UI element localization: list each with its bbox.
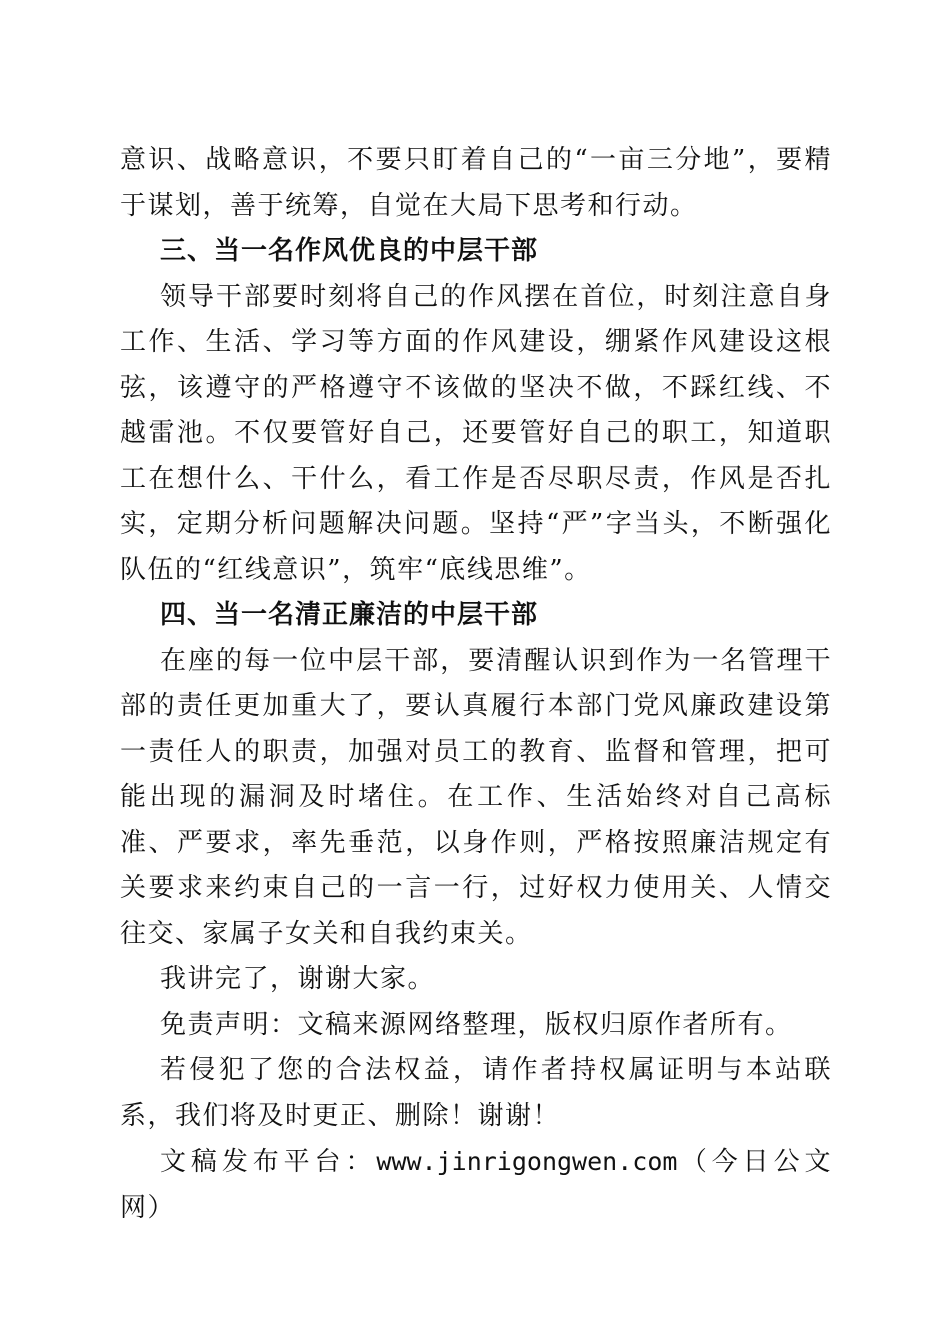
disclaimer-text: 免责声明：文稿来源网络整理，版权归原作者所有。 bbox=[160, 1009, 793, 1040]
contact-notice: 若侵犯了您的合法权益，请作者持权属证明与本站联系，我们将及时更正、删除！谢谢！ bbox=[120, 1055, 832, 1131]
section-heading-4: 四、当一名清正廉洁的中层干部 bbox=[160, 600, 539, 630]
section-heading-3: 三、当一名作风优良的中层干部 bbox=[160, 236, 539, 266]
paragraph-continuation: 意识、战略意识，不要只盯着自己的“一亩三分地”，要精于谋划，善于统筹，自觉在大局下思考和行动。 bbox=[120, 145, 832, 221]
closing-remark: 我讲完了，谢谢大家。 bbox=[160, 964, 436, 994]
platform-label: 文稿发布平台： bbox=[160, 1147, 377, 1177]
platform-url: www.jinrigongwen.com bbox=[376, 1147, 678, 1176]
platform-name: （今日公文网） bbox=[120, 1147, 832, 1223]
document-body bbox=[120, 138, 832, 1231]
platform-line bbox=[120, 1139, 832, 1231]
paragraph-work-style: 领导干部要时刻将自己的作风摆在首位，时刻注意自身工作、生活、学习等方面的作风建设，绷紧作风建设这根弦，该遵守的严格遵守不该做的坚决不做，不踩红线、不越雷池。不仅要管好自己，还要管好自己的职工，知道职工在想什么、干什么，看工作是否尽职尽责，作风是否扎实，定期分析问题解决问题。坚持“严”字当头，不断强化队伍的“红线意识”，筑牢“底线思维”。 bbox=[120, 281, 832, 585]
paragraph-integrity: 在座的每一位中层干部，要清醒认识到作为一名管理干部的责任更加重大了，要认真履行本部门党风廉政建设第一责任人的职责，加强对员工的教育、监督和管理，把可能出现的漏洞及时堵住。在工作、生活始终对自己高标准、严要求，率先垂范，以身作则，严格按照廉洁规定有关要求来约束自己的一言一行，过好权力使用关、人情交往交、家属子女关和自我约束关。 bbox=[120, 645, 832, 949]
